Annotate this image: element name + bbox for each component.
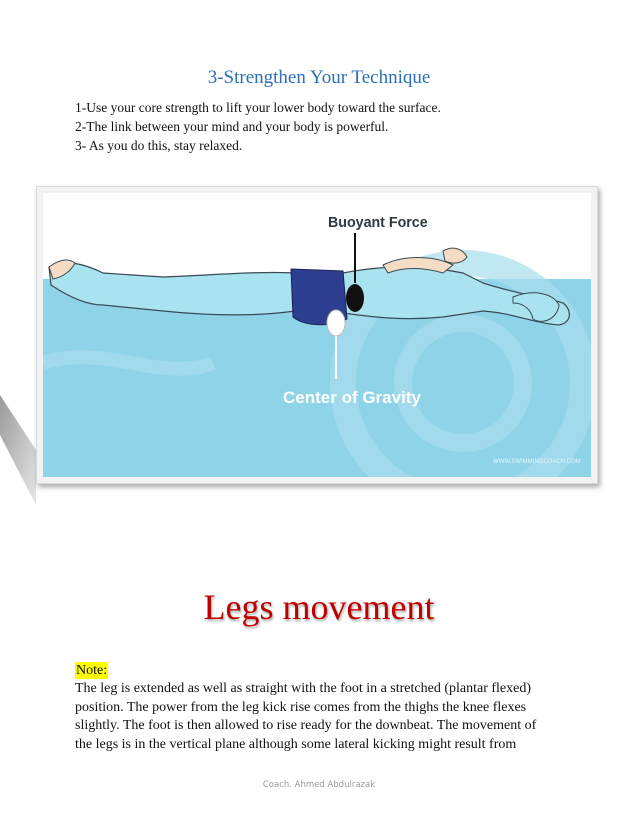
page-curl-shadow — [0, 395, 36, 505]
steps-list — [75, 98, 441, 155]
step-item: 3- As you do this, stay relaxed. — [75, 138, 243, 153]
buoyancy-point — [346, 284, 364, 312]
note-label: Note: — [76, 663, 108, 678]
watermark: WWW.SWIMMINGCOACH.COM — [493, 459, 581, 465]
note-line: position. The power from the leg kick rise comes from the thighs the knee flexes — [75, 699, 527, 715]
note-line: The leg is extended as well as straight with the foot in a stretched (plantar flexed) — [75, 681, 532, 696]
note-line: slightly. The foot is then allowed to rise ready for the downbeat. The movement of — [75, 718, 537, 733]
section-heading: 3-Strengthen Your Technique — [207, 67, 431, 88]
step-item: 2-The link between your mind and your body is powerful. — [75, 119, 389, 134]
gravity-point — [327, 310, 345, 336]
center-of-gravity-label: Center of Gravity — [283, 388, 421, 407]
footer-author: Coach. Ahmed Abdulrazak — [262, 780, 376, 790]
buoyant-force-label: Buoyant Force — [328, 214, 428, 232]
swimmer-illustration — [43, 193, 591, 477]
note-body — [75, 680, 575, 754]
swimmer-figure — [36, 186, 598, 484]
note-line: the legs is in the vertical plane although some lateral kicking might result from — [75, 736, 517, 752]
legs-title: Legs movement — [203, 587, 435, 627]
step-item: 1-Use your core strength to lift your lower body toward the surface. — [75, 100, 441, 115]
